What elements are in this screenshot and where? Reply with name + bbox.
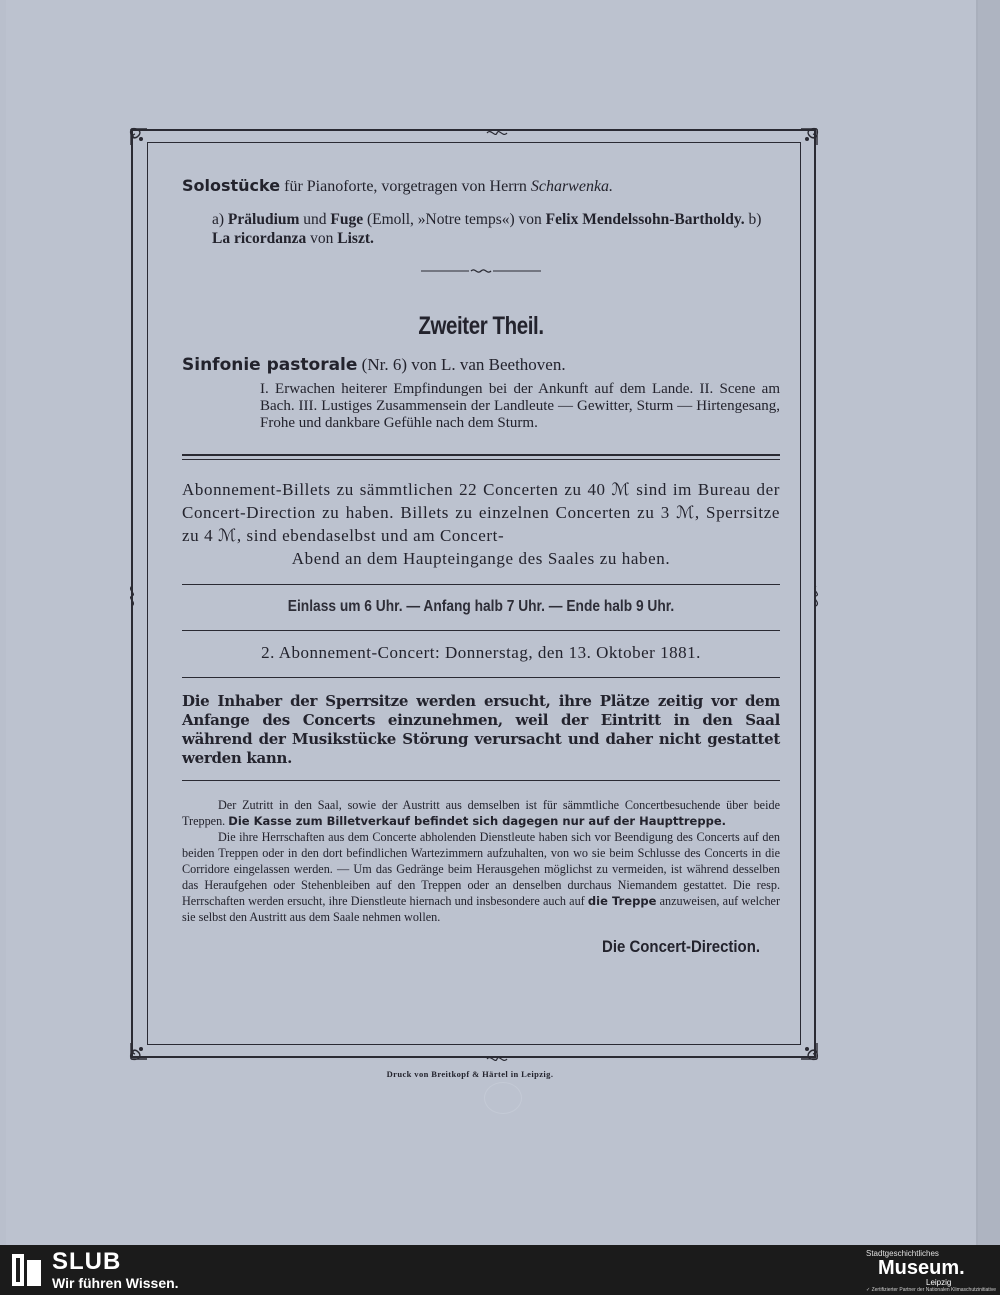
symphony-movements: I. Erwachen heiterer Empfindungen bei der Ankunft auf dem Lande. II. Scene am Bach. III. Lustiges Zusammensein der Landleute — Gewitter, Sturm — Hirtengesang, Frohe und dankbare Gefühle nach dem Sturm. — [260, 381, 780, 431]
corner-ornament-icon — [785, 125, 821, 161]
ticket-text: Abonnement-Billets zu sämmtlichen 22 Concerten zu 40 ℳ sind im Bureau der Concert-Direction zu haben. Billets zu einzelnen Concerten zu 3 ℳ, Sperrsitze zu 4 ℳ, sind ebendaselbst und am Concert- — [182, 480, 780, 545]
divider — [182, 677, 780, 678]
corner-ornament-icon — [127, 125, 163, 161]
printer-imprint: Druck von Breitkopf & Härtel in Leipzig. — [386, 1069, 554, 1079]
ticket-info — [182, 478, 780, 570]
library-tagline: Wir führen Wissen. — [52, 1275, 179, 1291]
museum-name[interactable]: Museum. — [878, 1257, 965, 1279]
rules-p2-text: Die ihre Herrschaften aus dem Concerte abholenden Dienstleute haben sich vor Beendigung des Concerts auf den beiden Treppen oder in den dort befindlichen Wartezimmern aufzuhalten, von wo sie beim Schlusse des Concerts in die Corridore eingelassen werden. — Um das Gedränge beim Herausgehen möglichst zu vermeiden, ist während desselben das Heraufgehen oder Stehenbleiben auf den Treppen oder an denselben durchaus Niemandem gestattet. Die resp. Herrschaften werden ersucht, ihre Dienstleute hiernach und insbesondere auch auf — [182, 830, 780, 908]
double-divider — [182, 454, 780, 460]
piece-a-label: a) — [212, 211, 225, 228]
piece-a-title2: Fuge — [330, 211, 364, 228]
piece-b-von: von — [310, 230, 334, 247]
solo-pieces — [212, 210, 780, 248]
corner-ornament-icon — [127, 1027, 163, 1063]
slub-logo-icon[interactable] — [10, 1250, 44, 1290]
edge-ornament-icon — [127, 584, 137, 608]
corner-ornament-icon — [785, 1027, 821, 1063]
solo-performer: Scharwenka. — [530, 178, 614, 195]
program-content — [182, 170, 780, 957]
seating-notice: Die Inhaber der Sperrsitze werden ersucht, ihre Plätze zeitig vor dem Anfange des Concerts einzunehmen, weil der Eintritt in den Saal während der Musikstücke Störung verursacht und daher nicht gestattet werden kann. — [182, 692, 780, 767]
rules-paragraph-1 — [182, 797, 780, 829]
rules-p1-text: Der Zutritt in den Saal, sowie der Austritt aus demselben ist für sämmtliche Concertbesuchende über beide Treppen. — [182, 798, 780, 828]
embossed-stamp — [484, 1082, 522, 1114]
museum-city: Leipzig — [926, 1278, 952, 1287]
next-concert: 2. Abonnement-Concert: Donnerstag, den 13. Oktober 1881. — [261, 643, 701, 662]
piece-a-key: (Emoll, »Notre temps«) von — [367, 211, 542, 228]
museum-certification: ✓ Zertifizierter Partner der Nationalen Klimaschutzinitiative — [866, 1287, 997, 1293]
part-title: Zweiter Theil. — [418, 312, 544, 340]
piece-a-title1: Präludium — [227, 211, 300, 228]
signature: Die Concert-Direction. — [602, 937, 760, 956]
rules-p1-bold: Die Kasse zum Billetverkauf befindet sich dagegen nur auf der Haupttreppe. — [228, 814, 726, 828]
rules-p2-bold: die Treppe — [587, 894, 657, 908]
piece-b-composer: Liszt. — [337, 230, 374, 247]
library-name[interactable]: SLUB — [52, 1248, 122, 1275]
edge-ornament-icon — [811, 584, 821, 608]
rules-paragraph-2 — [182, 829, 780, 925]
solo-description: für Pianoforte, vorgetragen von Herrn — [284, 178, 527, 195]
piece-a-composer: Felix Mendelssohn-Bartholdy. — [545, 211, 745, 228]
solo-title: Solostücke — [182, 176, 281, 195]
divider — [182, 780, 780, 781]
page-edge — [978, 0, 1000, 1245]
ornamental-divider-icon — [421, 266, 541, 276]
edge-ornament-icon — [485, 1051, 509, 1061]
piece-b-title: La ricordanza — [212, 230, 307, 247]
museum-label-top: Stadtgeschichtliches — [866, 1249, 939, 1258]
symphony-heading — [182, 355, 780, 375]
concert-times: Einlass um 6 Uhr. — Anfang halb 7 Uhr. — Ende halb 9 Uhr. — [287, 598, 675, 615]
house-rules — [182, 797, 780, 925]
symphony-title: Sinfonie pastorale — [182, 355, 358, 375]
rules-p2-end: anzuweisen, auf welcher sie selbst den Austritt aus dem Saale nehmen wollen. — [182, 894, 781, 924]
piece-b-label: b) — [748, 211, 762, 228]
solo-heading — [182, 176, 780, 196]
divider — [182, 630, 780, 631]
symphony-details: (Nr. 6) von L. van Beethoven. — [361, 355, 566, 374]
divider — [182, 584, 780, 585]
piece-a-und: und — [303, 211, 327, 228]
footer-bar — [0, 1245, 1000, 1295]
ticket-text-last-line: Abend an dem Haupteingange des Saales zu haben. — [291, 549, 671, 568]
edge-ornament-icon — [485, 125, 509, 135]
